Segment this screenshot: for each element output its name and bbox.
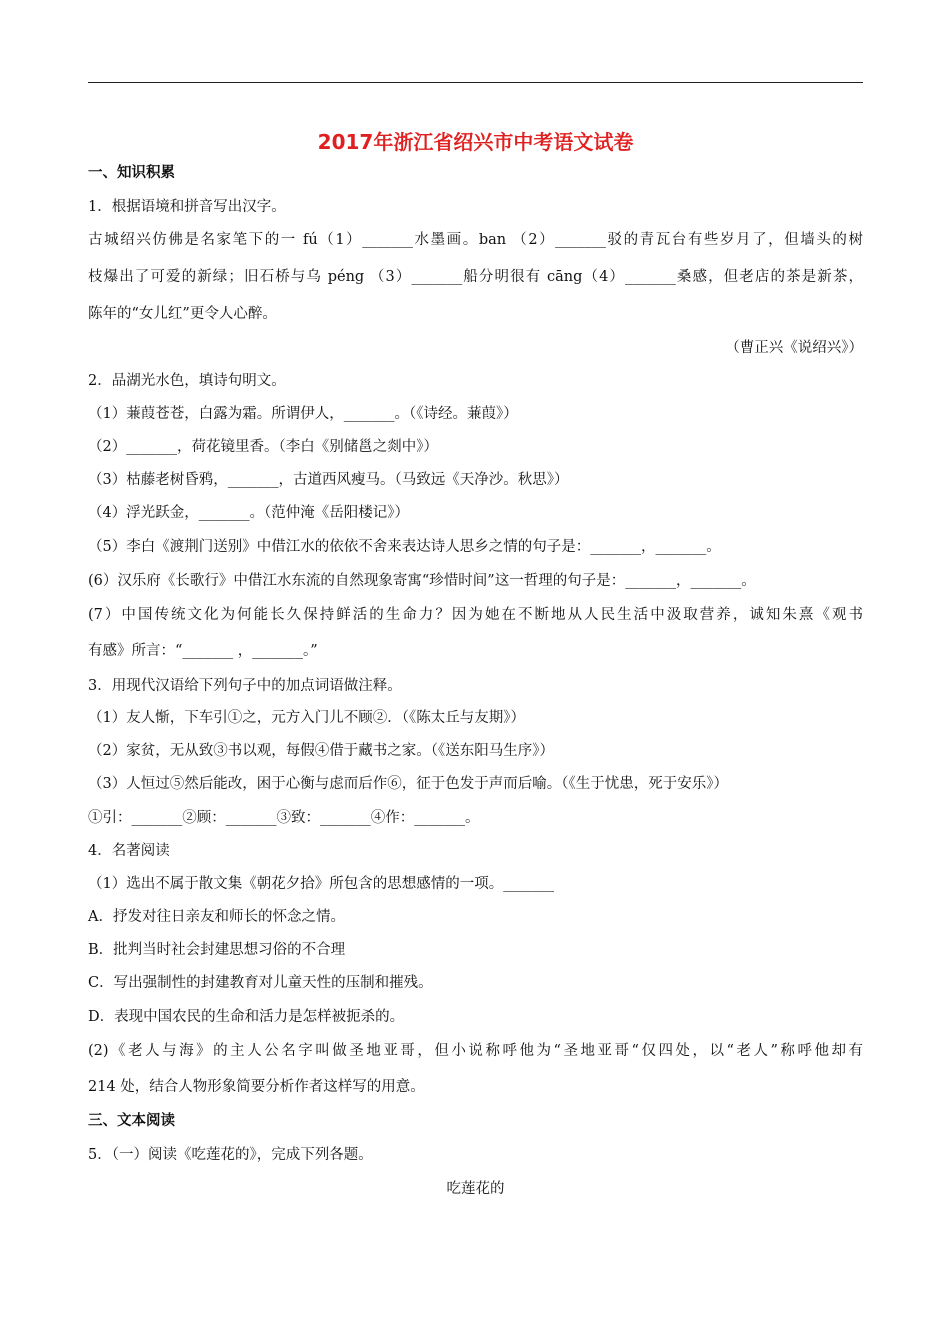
- q2-item-7-line-1: (7）中国传统文化为何能长久保持鲜活的生命力？因为她在不断地从人民生活中汲取营养，诚知朱熹《观书: [88, 607, 863, 623]
- q4-stem: 4．名著阅读: [88, 843, 170, 859]
- q2-item-7-line-2: 有感》所言：“_______ ，_______。”: [88, 643, 318, 659]
- q4-item-2-line-2: 214 处，结合人物形象简要分析作者这样写的用意。: [88, 1079, 425, 1095]
- q2-item-5: （5）李白《渡荆门送别》中借江水的依依不舍来表达诗人思乡之情的句子是：_______，_______。: [88, 539, 721, 555]
- q3-answers: ①引：_______②顾：_______③致：_______④作：_______。: [88, 810, 480, 826]
- q3-stem: 3．用现代汉语给下列句子中的加点词语做注释。: [88, 678, 402, 694]
- q5-stem: 5．（一）阅读《吃莲花的》，完成下列各题。: [88, 1147, 373, 1163]
- q4-option-b: B．批判当时社会封建思想习俗的不合理: [88, 942, 346, 958]
- q1-line-2: 枝爆出了可爱的新绿；旧石桥与乌 péng （3）_______船分明很有 cāng（4）_______桑感，但老店的茶是新茶，: [88, 269, 863, 285]
- q2-item-1: （1）蒹葭苍苍，白露为霜。所谓伊人，_______。（《诗经。蒹葭》）: [88, 406, 518, 422]
- passage-title: 吃莲花的: [446, 1181, 505, 1197]
- q4-option-d: D．表现中国农民的生命和活力是怎样被扼杀的。: [88, 1009, 405, 1025]
- q3-item-2: （2）家贫，无从致③书以观，每假④借于藏书之家。（《送东阳马生序》）: [88, 743, 554, 759]
- q4-item-1: （1）选出不属于散文集《朝花夕拾》所包含的思想感情的一项。_______: [88, 876, 554, 892]
- q3-item-3: （3）人恒过⑤然后能改，困于心衡与虑而后作⑥，征于色发于声而后喻。（《生于忧患，死于安乐》）: [88, 776, 728, 792]
- q2-stem: 2．品湖光水色，填诗句明文。: [88, 373, 286, 389]
- header-rule: [88, 82, 863, 83]
- section-heading-1: 一、知识积累: [88, 165, 175, 181]
- q4-option-a: A．抒发对往日亲友和师长的怀念之情。: [88, 909, 345, 925]
- q4-option-c: C．写出强制性的封建教育对儿童天性的压制和摧残。: [88, 975, 433, 991]
- q2-item-2: （2）_______，荷花镜里香。（李白《别储邕之剡中》）: [88, 439, 438, 455]
- q1-line-3: 陈年的“女儿红”更令人心醉。: [88, 306, 277, 322]
- q3-item-1: （1）友人惭，下车引①之，元方入门儿不顾②．（《陈太丘与友期》）: [88, 710, 525, 726]
- q2-item-3: （3）枯藤老树昏鸦，_______，古道西风瘦马。（马致远《天净沙。秋思》）: [88, 472, 569, 488]
- q2-item-4: （4）浮光跃金，_______。（范仲淹《岳阳楼记》）: [88, 505, 409, 521]
- q4-item-2-line-1: (2)《老人与海》的主人公名字叫做圣地亚哥，但小说称呼他为“圣地亚哥“仅四处，以“老人”称呼他却有: [88, 1043, 863, 1059]
- q1-line-1: 古城绍兴仿佛是名家笔下的一 fú（1）_______水墨画。ban （2）_______驳的青瓦台有些岁月了，但墙头的树: [88, 232, 863, 248]
- page-title: 2017年浙江省绍兴市中考语文试卷: [317, 130, 634, 154]
- q2-item-6: (6）汉乐府《长歌行》中借江水东流的自然现象寄寓“珍惜时间”这一哲理的句子是：_______，_______。: [88, 573, 756, 589]
- section-heading-3: 三、文本阅读: [88, 1113, 175, 1129]
- q1-stem: 1．根据语境和拼音写出汉字。: [88, 199, 286, 215]
- q1-source: （曹正兴《说绍兴》）: [725, 340, 863, 356]
